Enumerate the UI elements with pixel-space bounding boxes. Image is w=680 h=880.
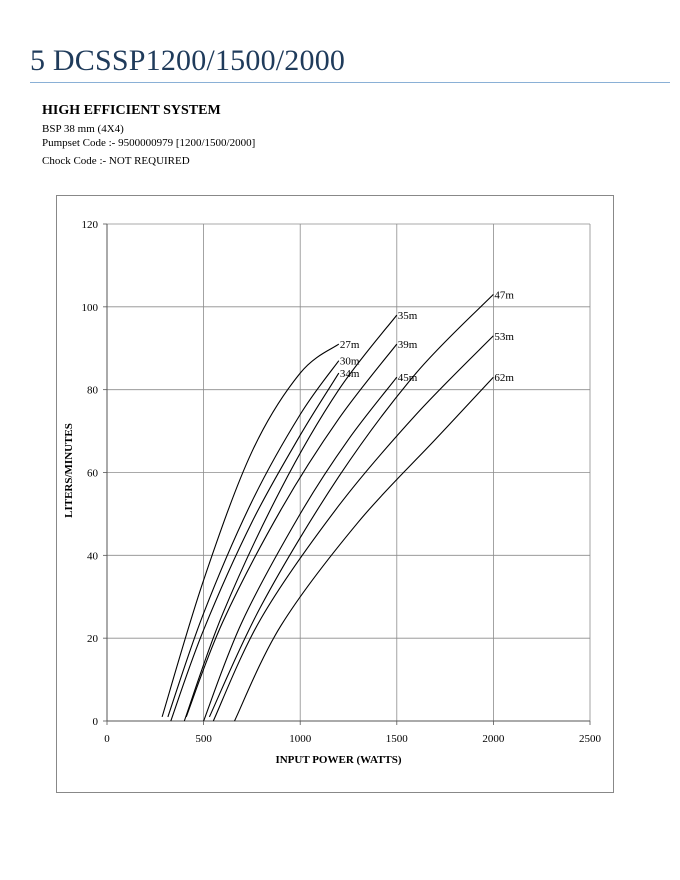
curve-label-53m: 53m: [494, 330, 514, 343]
bsp-spec: BSP 38 mm (4X4): [42, 123, 124, 135]
x-tick-label: 1500: [385, 733, 408, 745]
curve-35m: [184, 315, 396, 721]
y-tick-label: 40: [87, 550, 98, 563]
pumpset-code: Pumpset Code :- 9500000979 [1200/1500/2000]: [42, 137, 256, 149]
y-tick-label: 120: [81, 219, 98, 231]
system-heading: HIGH EFFICIENT SYSTEM: [42, 103, 221, 118]
y-tick-label: 80: [87, 384, 98, 397]
curve-27m: [162, 344, 339, 717]
x-tick-label: 2000: [482, 733, 505, 745]
y-tick-label: 0: [92, 716, 98, 728]
curve-label-47m: 47m: [494, 289, 514, 302]
curve-label-35m: 35m: [397, 310, 418, 323]
chart-grid: [103, 224, 590, 725]
curve-series: [162, 294, 493, 721]
x-tick-label: 1000: [289, 733, 312, 745]
curve-label-39m: 39m: [397, 339, 418, 352]
x-tick-label: 0: [104, 733, 110, 745]
curve-labels: [340, 289, 515, 384]
y-tick-label: 60: [87, 467, 98, 480]
x-axis-title: INPUT POWER (WATTS): [275, 754, 402, 766]
x-tick-label: 2500: [579, 733, 601, 745]
curve-34m: [171, 373, 339, 721]
curve-62m: [235, 377, 494, 721]
x-tick-label: 500: [195, 733, 212, 745]
curve-label-62m: 62m: [494, 372, 514, 385]
axis-ticks: [82, 219, 602, 745]
chock-code: Chock Code :- NOT REQUIRED: [42, 155, 190, 167]
y-tick-label: 100: [81, 301, 98, 314]
curve-label-27m: 27m: [339, 339, 360, 352]
page-title: 5 DCSSP1200/1500/2000: [30, 44, 346, 77]
curve-label-45m: 45m: [397, 372, 418, 385]
y-axis-title: LITERS/MINUTES: [63, 423, 75, 518]
curve-label-34m: 34m: [339, 368, 360, 381]
curve-label-30m: 30m: [339, 355, 360, 368]
y-tick-label: 20: [87, 633, 98, 646]
curve-39m: [186, 344, 397, 717]
